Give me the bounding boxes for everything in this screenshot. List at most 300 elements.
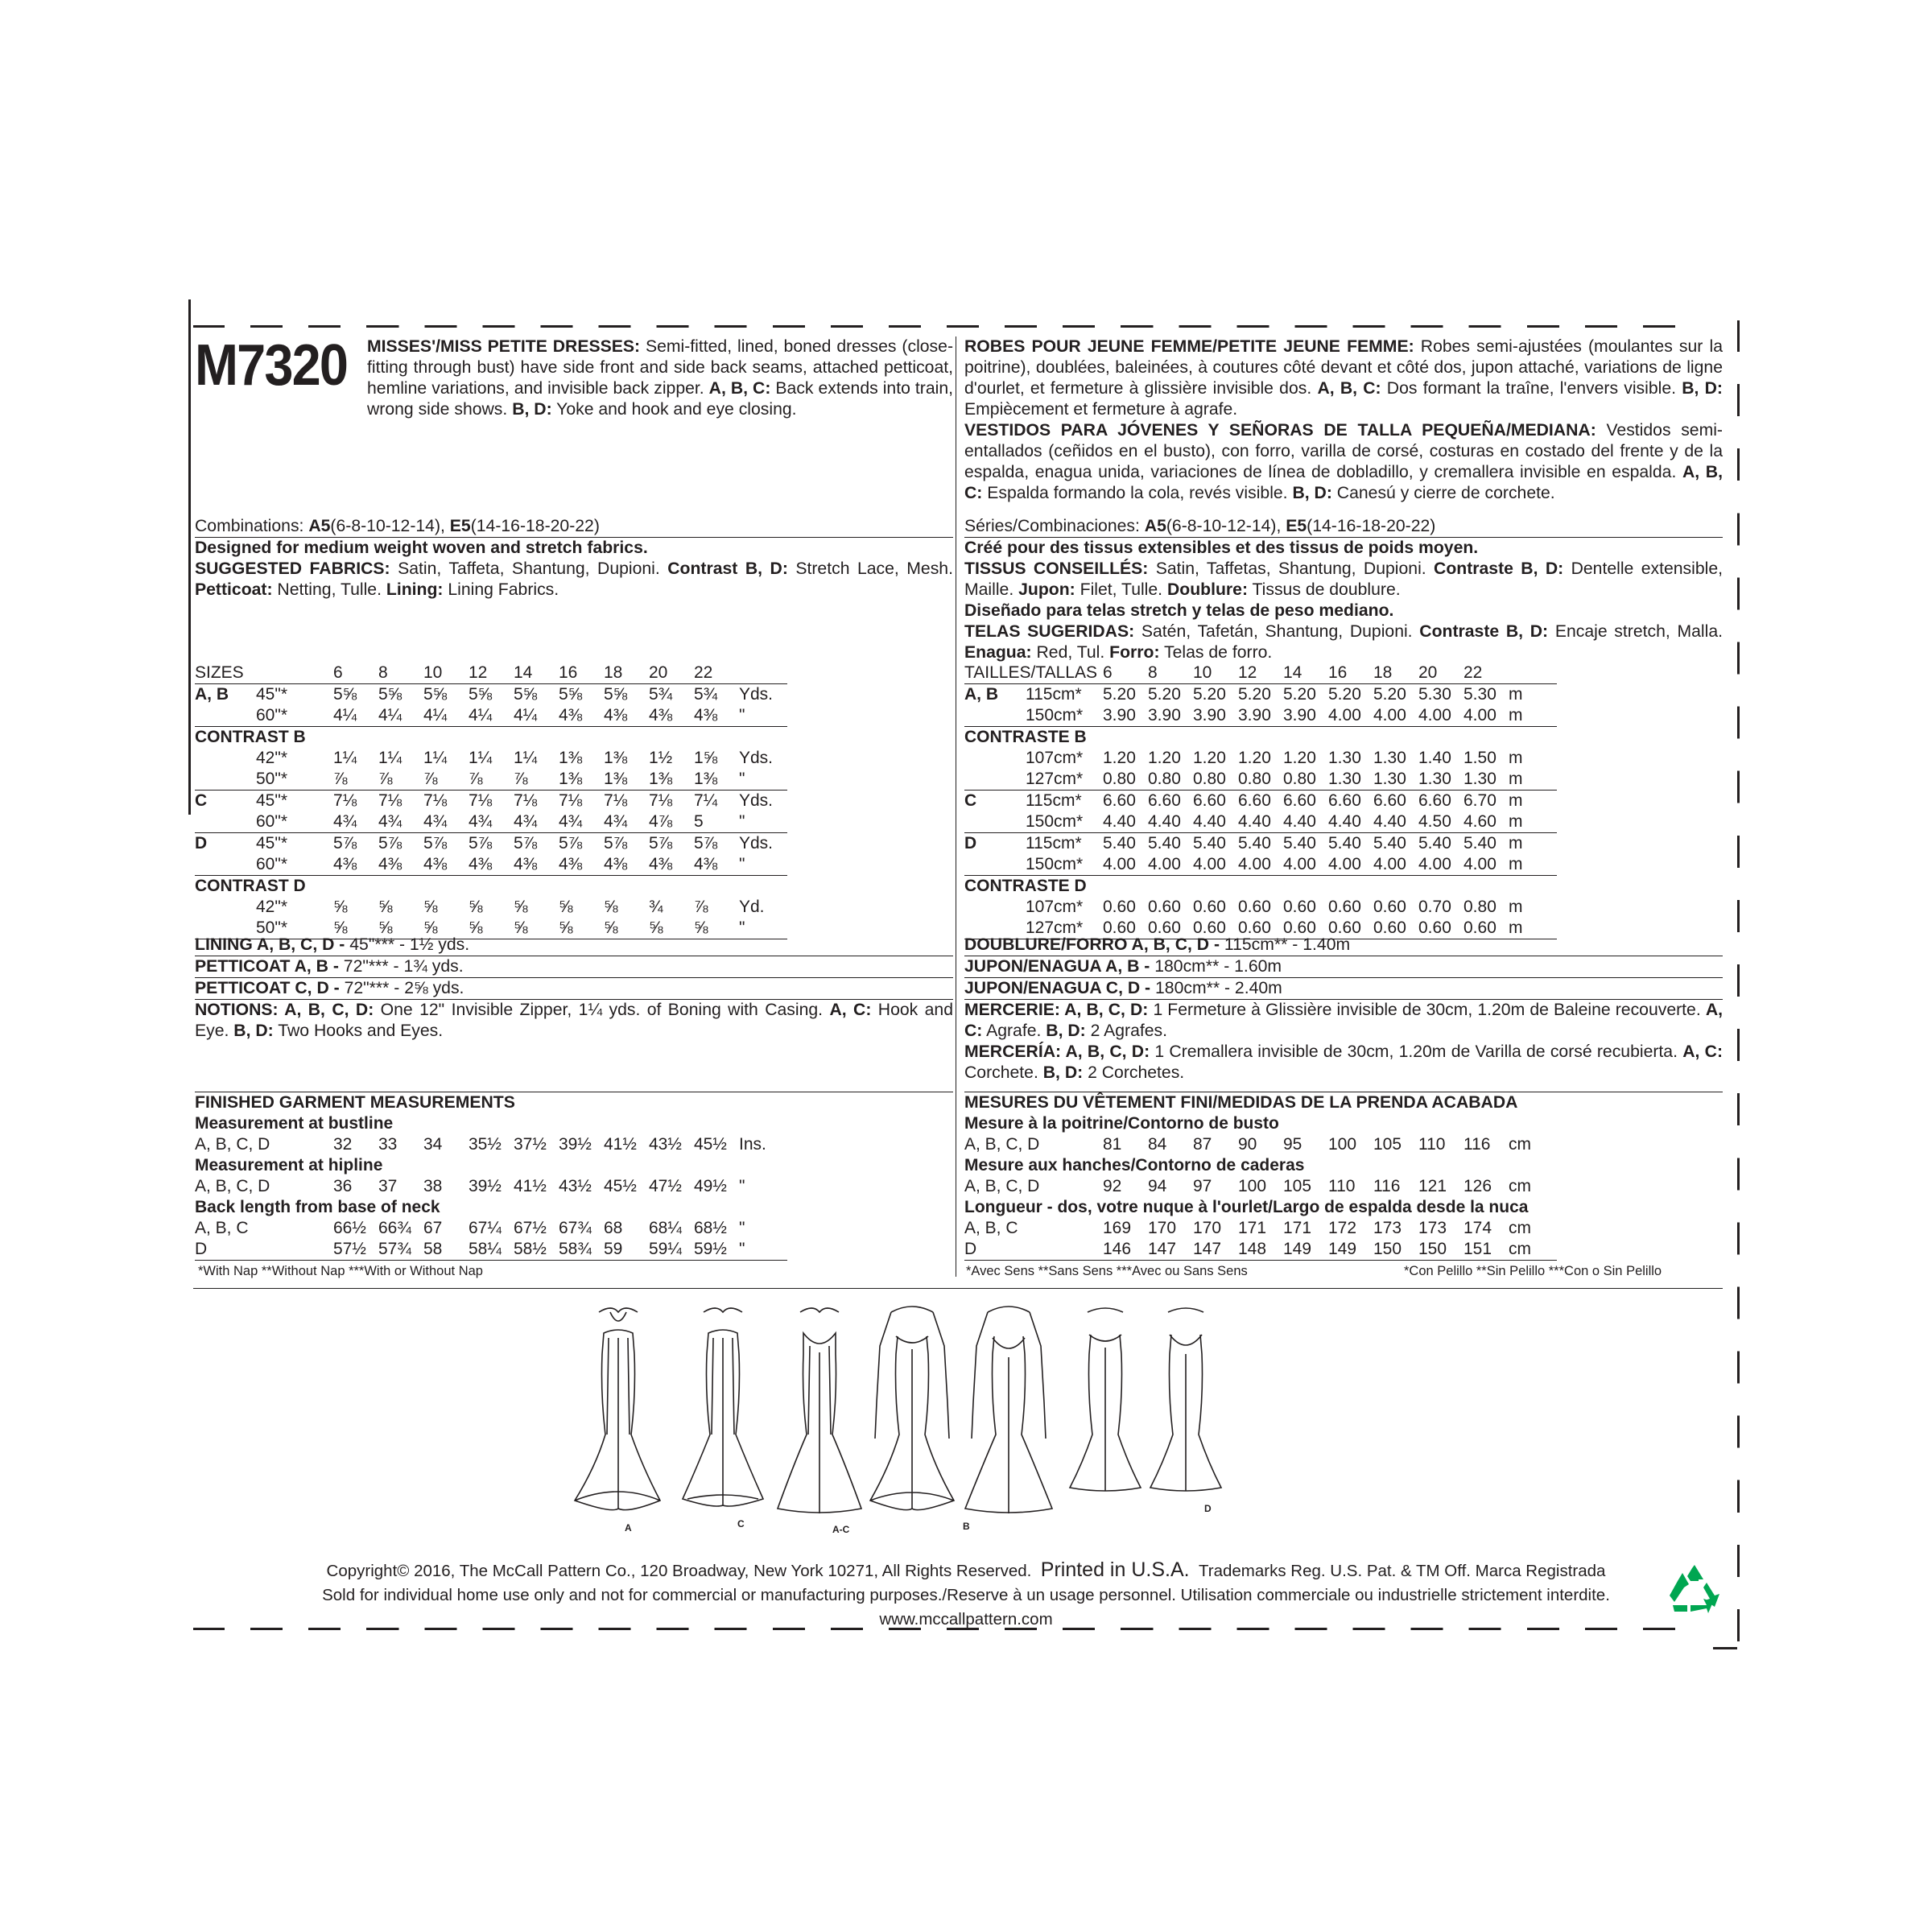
measurement-value: 150 (1373, 1239, 1418, 1261)
unit: Ins. (739, 1135, 766, 1154)
yardage-value: 5 (694, 811, 739, 833)
yardage-value: ⅝ (423, 918, 469, 939)
measurement-value: 87 (1193, 1135, 1212, 1154)
measurement-row (195, 1176, 787, 1197)
yardage-value: 5.20 (1238, 685, 1271, 704)
description-text: Yoke and hook and eye closing. (551, 400, 797, 419)
yardage-value: 4.50 (1418, 811, 1463, 833)
fabric-width: 42"* (256, 898, 287, 916)
combinations-line (964, 516, 1723, 538)
yardage-value: 4.00 (1373, 705, 1418, 727)
measurement-row (195, 1113, 787, 1134)
unit: " (739, 1239, 787, 1261)
title-english: MISSES'/MISS PETITE DRESSES: (367, 337, 641, 356)
yardage-row (964, 684, 1557, 706)
combo-sizes: (6-8-10-12-14), (1166, 517, 1286, 535)
yardage-value: 0.80 (1193, 769, 1238, 791)
merceria-body: 1 Cremallera invisible de 30cm, 1.20m de Varilla de corsé recubierta. (1150, 1042, 1683, 1061)
lining-line-value: 45"*** - 1½ yds. (345, 935, 470, 954)
footnote-french: *Avec Sens **Sans Sens ***Avec ou Sans Sens (966, 1264, 1248, 1278)
yardage-value: 4¾ (514, 811, 559, 833)
view-label: B, D: (512, 400, 552, 419)
yardage-value: 0.60 (1103, 898, 1136, 916)
measurement-header: Mesure à la poitrine/Contorno de busto (964, 1114, 1279, 1133)
dress-illustration-b-front (870, 1307, 954, 1510)
yardage-row (964, 833, 1557, 855)
view-code: D (964, 834, 977, 852)
jupon-text: Filet, Tulle. (1075, 580, 1167, 599)
jupon-ab-value: 180cm** - 1.60m (1150, 957, 1282, 976)
yardage-value: 0.60 (1238, 918, 1283, 939)
measurement-value: 57½ (333, 1239, 378, 1261)
yardage-value: 4¼ (378, 705, 423, 727)
measurement-value: 169 (1103, 1219, 1132, 1237)
yardage-row (195, 876, 787, 898)
yardage-value: 7¼ (694, 791, 718, 810)
combo-sizes: (14-16-18-20-22) (1307, 517, 1436, 535)
measurement-row (964, 1218, 1557, 1239)
yardage-row (195, 684, 787, 706)
measurements-table (964, 1113, 1557, 1261)
unit: Yds. (739, 749, 774, 767)
website-url: www.mccallpattern.com (879, 1610, 1053, 1629)
unit: m (1509, 811, 1557, 833)
yardage-value: 4⅜ (469, 854, 514, 876)
yardage-table-french (964, 663, 1723, 939)
measurement-row (964, 1197, 1557, 1218)
fabric-width: 127cm* (1026, 769, 1103, 791)
yardage-value: 1.50 (1463, 749, 1496, 767)
yardage-value: 4⅜ (423, 854, 469, 876)
measurement-value: 173 (1373, 1219, 1402, 1237)
measurement-value: 81 (1103, 1135, 1122, 1154)
footnote-french-row (964, 1261, 1723, 1278)
measurement-value: 67¾ (559, 1219, 592, 1237)
petticoat-text: Netting, Tulle. (272, 580, 386, 599)
yardage-value: 0.60 (1103, 918, 1148, 939)
yardage-value: 0.60 (1193, 898, 1226, 916)
yardage-value: ⅞ (423, 769, 469, 791)
description-text: Vestidos semi-entallados (ceñidos en el busto), con forro, varilla de corsé, costuras en costado del frente y de la espalda, enagua unida, variaciones de línea de dobladillo, y cremallera invisible en espalda. (964, 421, 1723, 481)
yardage-value: 5.20 (1283, 685, 1316, 704)
yardage-value: 1.20 (1148, 749, 1181, 767)
yardage-value: 5.20 (1103, 685, 1136, 704)
yardage-value: 5¾ (649, 685, 673, 704)
yardage-value: ⅝ (604, 918, 649, 939)
finished-measurements-french (964, 1092, 1723, 1278)
measurement-value: 47½ (649, 1177, 682, 1195)
view-code: D (964, 1239, 1103, 1261)
view-code (195, 769, 256, 791)
measurement-header: Longueur - dos, votre nuque à l'ourlet/Largo de espalda desde la nuca (964, 1198, 1529, 1216)
combinations-label: Combinations: (195, 517, 309, 535)
view-label: A, C: (964, 1001, 1723, 1040)
view-code: A, B, C, D (964, 1135, 1040, 1154)
contraste-text: Dentelle extensible, Maille. (964, 559, 1723, 599)
unit: Yd. (739, 898, 765, 916)
measurement-value: 149 (1328, 1239, 1373, 1261)
measurement-value: 41½ (514, 1177, 547, 1195)
measurement-value: 105 (1373, 1135, 1402, 1154)
notions-body: Two Hooks and Eyes. (273, 1022, 444, 1040)
measurement-header: Mesure aux hanches/Contorno de caderas (964, 1156, 1305, 1174)
yardage-value: 5⅝ (423, 685, 448, 704)
yardage-row (195, 833, 787, 855)
description-text: Dos formant la traîne, l'envers visible. (1381, 379, 1682, 398)
telas-label: TELAS SUGERIDAS: (964, 622, 1135, 641)
view-code (195, 811, 256, 833)
yardage-value: 1.30 (1328, 769, 1373, 791)
size-header: 12 (469, 663, 514, 684)
cut-line-left (188, 299, 191, 815)
unit: " (739, 769, 787, 791)
yardage-value: 6.60 (1373, 791, 1406, 810)
yardage-row (195, 897, 787, 918)
view-label: A, C: (1682, 1042, 1723, 1061)
yardage-value: 0.60 (1328, 918, 1373, 939)
cut-line-top (193, 325, 1690, 328)
yardage-value: 4.00 (1418, 854, 1463, 876)
yardage-value: 6.60 (1418, 791, 1451, 810)
combinations-line (195, 516, 953, 538)
dress-illustration-a (575, 1308, 660, 1510)
view-code (964, 854, 1026, 876)
suggested-label: SUGGESTED FABRICS: (195, 559, 390, 578)
measurement-value: 116 (1463, 1135, 1491, 1154)
measurement-value: 36 (333, 1177, 353, 1195)
measurement-row (964, 1239, 1557, 1261)
measurement-value: 67¼ (469, 1219, 502, 1237)
combo-code: E5 (449, 517, 471, 535)
yardage-value: 5⅞ (559, 834, 583, 852)
measurement-value: 105 (1283, 1177, 1312, 1195)
yardage-value: ⅝ (559, 898, 573, 916)
contraste-es-label: Contraste B, D: (1419, 622, 1549, 641)
yardage-value: 5.20 (1193, 685, 1226, 704)
yardage-value: 5.20 (1328, 685, 1361, 704)
yardage-value: 5⅝ (469, 685, 493, 704)
yardage-value: 3.90 (1283, 705, 1328, 727)
measurement-value: 84 (1148, 1135, 1167, 1154)
yardage-value: 5.40 (1463, 834, 1496, 852)
yardage-row (195, 705, 787, 727)
view-label: B, D: (1292, 484, 1332, 502)
measurement-row (195, 1155, 787, 1176)
yardage-value: 4.40 (1103, 811, 1148, 833)
yardage-value: 1½ (649, 749, 673, 767)
measurement-value: 68½ (694, 1219, 727, 1237)
mercerie-body: 2 Agrafes. (1085, 1022, 1168, 1040)
yardage-value: 0.60 (1328, 898, 1361, 916)
title-spanish: VESTIDOS PARA JÓVENES Y SEÑORAS DE TALLA PEQUEÑA/MEDIANA: (964, 421, 1596, 440)
finished-title-text: FINISHED GARMENT MEASUREMENTS (195, 1093, 515, 1112)
yardage-value: 4¼ (469, 705, 514, 727)
fabric-width: 60"* (256, 854, 333, 876)
yardage-value: 1⅝ (694, 749, 718, 767)
yardage-value: 6.60 (1148, 791, 1181, 810)
contrast-text: Stretch Lace, Mesh. (787, 559, 953, 578)
unit: " (739, 1219, 745, 1237)
view-label-d: D (1204, 1503, 1212, 1514)
measurement-row (195, 1134, 787, 1155)
yardage-value: 4.40 (1328, 811, 1373, 833)
measurement-value: 59½ (694, 1239, 739, 1261)
measurement-value: 34 (423, 1135, 443, 1154)
yardage-value: 7⅛ (469, 791, 493, 810)
measurement-value: 147 (1148, 1239, 1193, 1261)
contraste-es-text: Encaje stretch, Malla. (1548, 622, 1723, 641)
view-label: B, D: (1682, 379, 1723, 398)
petticoat-ab-line (195, 956, 953, 978)
size-header: 10 (1193, 663, 1238, 684)
yardage-value: 3.90 (1148, 705, 1193, 727)
yardage-value: 3.90 (1238, 705, 1283, 727)
view-code: C (195, 791, 208, 810)
yardage-value: ⅞ (514, 769, 559, 791)
yardage-value: 1.40 (1418, 749, 1451, 767)
view-code (195, 705, 256, 727)
size-header: 20 (649, 663, 694, 684)
unit: " (739, 1177, 745, 1195)
yardage-value: 1.30 (1373, 769, 1418, 791)
yardage-value: ⅝ (649, 918, 694, 939)
yardage-value: ⅝ (514, 898, 528, 916)
bottom-rule (193, 1288, 1723, 1289)
recycle-icon (1666, 1562, 1723, 1618)
fabric-width: 45"* (256, 834, 287, 852)
yardage-value: 5⅞ (604, 834, 628, 852)
measurement-value: 90 (1238, 1135, 1257, 1154)
footnote-english: *With Nap **Without Nap ***With or Without Nap (198, 1264, 483, 1278)
mercerie-body: Agrafe. (982, 1022, 1046, 1040)
yardage-value: 1.20 (1193, 749, 1226, 767)
yardage-table-english (195, 663, 953, 939)
doublure-label: Doublure: (1166, 580, 1248, 599)
finished-measurements-english (195, 1092, 953, 1282)
jupon-label: Jupon: (1018, 580, 1075, 599)
measurement-value: 39½ (559, 1135, 592, 1154)
yardage-value: 4¾ (604, 811, 649, 833)
yardage-value: 5⅞ (694, 834, 718, 852)
yardage-value: 4⅞ (649, 811, 694, 833)
finished-title (964, 1092, 1723, 1113)
lining-text: Lining Fabrics. (443, 580, 559, 599)
measurement-value: 171 (1283, 1219, 1312, 1237)
size-header: 6 (1103, 663, 1148, 684)
cut-line-right (1737, 320, 1740, 1649)
notions-body: One 12" Invisible Zipper, 1¼ yds. of Boning with Casing. (374, 1001, 830, 1019)
merceria-body: Corchete. (964, 1063, 1043, 1082)
yardage-value: 5.40 (1238, 834, 1271, 852)
yardage-value: 5.40 (1328, 834, 1361, 852)
yardage-value: 4⅜ (649, 854, 694, 876)
yardage-value: 4⅜ (649, 705, 694, 727)
measurement-value: 58¼ (469, 1239, 514, 1261)
fabric-width: 60"* (256, 811, 333, 833)
suggested-text: Satin, Taffeta, Shantung, Dupioni. (390, 559, 668, 578)
yardage-value: ⅝ (469, 898, 483, 916)
view-code: A, B, C, D (195, 1135, 270, 1154)
yardage-value: 6.60 (1238, 791, 1271, 810)
yardage-value: 7⅛ (333, 791, 357, 810)
yardage-value: 7⅛ (378, 791, 402, 810)
combo-code: A5 (308, 517, 331, 535)
yardage-value: 1⅜ (649, 769, 694, 791)
view-label: A, B, C: (708, 379, 771, 398)
view-code: C (964, 791, 977, 810)
yardage-row (195, 791, 787, 812)
title-french: ROBES POUR JEUNE FEMME/PETITE JEUNE FEMME: (964, 337, 1414, 356)
yardage-value: 5⅞ (333, 834, 357, 852)
contrast-header: CONTRAST D (195, 877, 306, 895)
view-label: B, D: (233, 1022, 274, 1040)
yardage-value: 5.40 (1418, 834, 1451, 852)
merceria-text (964, 1042, 1723, 1084)
measurement-value: 41½ (604, 1135, 637, 1154)
combo-code: A5 (1144, 517, 1166, 535)
measurement-row (195, 1239, 787, 1261)
cut-corner-bottom-right (1713, 1647, 1737, 1649)
unit: m (1509, 685, 1523, 704)
yardage-value: 5⅝ (378, 685, 402, 704)
petticoat-cd-line (195, 978, 953, 1000)
yardage-value: 5⅞ (514, 834, 538, 852)
measurement-row (195, 1218, 787, 1239)
yardage-row (964, 791, 1557, 812)
combinations-label: Séries/Combinaciones: (964, 517, 1145, 535)
yardage-value: 0.60 (1238, 898, 1271, 916)
fabric-info-english (195, 516, 953, 601)
measurement-value: 172 (1328, 1219, 1357, 1237)
jupon-ab-label: JUPON/ENAGUA A, B - (964, 957, 1150, 976)
unit: " (739, 918, 787, 939)
view-code (964, 811, 1026, 833)
yardage-row (964, 769, 1557, 791)
yardage-value: 5.40 (1373, 834, 1406, 852)
yardage-row (964, 811, 1557, 833)
yardage-value: 1.30 (1373, 749, 1406, 767)
jupon-ab-line (964, 956, 1723, 978)
measurement-value: 97 (1193, 1177, 1212, 1195)
measurement-value: 45½ (694, 1135, 727, 1154)
yardage-value: ⅝ (378, 898, 393, 916)
measurement-value: 43½ (559, 1177, 592, 1195)
size-header: 8 (378, 663, 423, 684)
size-header: 12 (1238, 663, 1283, 684)
jupon-cd-label: JUPON/ENAGUA C, D - (964, 979, 1151, 997)
fabric-width: 150cm* (1026, 811, 1103, 833)
yardage-value: 0.80 (1238, 769, 1283, 791)
yardage-value: 4.00 (1328, 854, 1373, 876)
yardage-value: 4⅜ (514, 854, 559, 876)
yardage-value: 4⅜ (604, 854, 649, 876)
description-text: Espalda formando la cola, revés visible. (982, 484, 1293, 502)
yardage-value: 4.60 (1463, 811, 1509, 833)
yardage-value: 0.80 (1463, 898, 1496, 916)
measurement-value: 67½ (514, 1219, 547, 1237)
yardage-value: 4¼ (514, 705, 559, 727)
yardage-value: ⅝ (333, 918, 378, 939)
measurement-value: 37 (378, 1177, 398, 1195)
combo-sizes: (14-16-18-20-22) (470, 517, 600, 535)
jupon-cd-value: 180cm** - 2.40m (1150, 979, 1282, 997)
unit: m (1509, 898, 1523, 916)
notions-block-english (195, 935, 953, 1042)
yardage-value: 4¾ (559, 811, 604, 833)
petticoat-cd-value: 72"*** - 2⅝ yds. (339, 979, 464, 997)
yardage-value: 4¾ (423, 811, 469, 833)
yardage-table (964, 663, 1557, 939)
view-code (195, 748, 256, 769)
cree-text: Créé pour des tissus extensibles et des tissus de poids moyen. (964, 539, 1479, 557)
measurement-row (964, 1134, 1557, 1155)
unit: m (1509, 834, 1523, 852)
yardage-value: 4.00 (1103, 854, 1148, 876)
yardage-value: 1¼ (378, 749, 402, 767)
view-code: A, B, C (964, 1219, 1018, 1237)
size-header: 16 (559, 663, 604, 684)
yardage-value: ⅝ (469, 918, 514, 939)
disenado-text: Diseñado para telas stretch y telas de peso mediano. (964, 601, 1394, 620)
designed-for-text: Designed for medium weight woven and stretch fabrics. (195, 539, 648, 557)
designed-for (195, 538, 953, 559)
yardage-value: 4.00 (1463, 854, 1509, 876)
dress-illustration-b-back (965, 1307, 1052, 1513)
combo-sizes: (6-8-10-12-14), (330, 517, 450, 535)
measurement-value: 110 (1328, 1177, 1356, 1195)
measurement-value: 116 (1373, 1177, 1401, 1195)
yardage-value: 4⅜ (604, 705, 649, 727)
yardage-value: 4⅜ (694, 854, 739, 876)
measurement-value: 33 (378, 1135, 398, 1154)
measurement-value: 58¾ (559, 1239, 604, 1261)
measurement-value: 149 (1283, 1239, 1328, 1261)
suggested-fabrics (195, 559, 953, 601)
view-code: A, B (964, 685, 998, 704)
fabric-width: 50"* (256, 918, 333, 939)
unit: " (739, 854, 787, 876)
yardage-value: 1.30 (1463, 769, 1509, 791)
yardage-value: 4.00 (1193, 854, 1238, 876)
yardage-value: 5⅞ (423, 834, 448, 852)
measurement-value: 173 (1418, 1219, 1447, 1237)
doublure-line-label: DOUBLURE/FORRO A, B, C, D - (964, 935, 1220, 954)
measurement-header: Measurement at bustline (195, 1114, 394, 1133)
yardage-value: 5⅝ (604, 685, 628, 704)
merceria-body: 2 Corchetes. (1083, 1063, 1185, 1082)
forro-label: Forro: (1109, 643, 1160, 662)
dress-illustration-a-c (778, 1308, 861, 1513)
measurement-value: 170 (1148, 1219, 1177, 1237)
sizes-label: TAILLES/TALLAS (964, 663, 1103, 684)
fabric-width: 115cm* (1026, 685, 1082, 704)
view-code: A, B, C, D (964, 1177, 1040, 1195)
yardage-value: ⅞ (378, 769, 423, 791)
copyright-text: Copyright© 2016, The McCall Pattern Co., 120 Broadway, New York 10271, All Rights Reserved. (326, 1562, 1032, 1580)
size-header: 6 (333, 663, 378, 684)
yardage-value: 4.00 (1418, 705, 1463, 727)
view-label: B, D: (1046, 1022, 1086, 1040)
view-label: A, C: (829, 1001, 872, 1019)
yardage-row (964, 727, 1557, 749)
yardage-value: 3.90 (1193, 705, 1238, 727)
fabric-info-french (964, 516, 1723, 663)
view-code (195, 854, 256, 876)
description-french (964, 336, 1723, 420)
view-code: A, B, C (195, 1219, 249, 1237)
fabric-width: 127cm* (1026, 918, 1103, 939)
fabric-width: 45"* (256, 685, 287, 704)
